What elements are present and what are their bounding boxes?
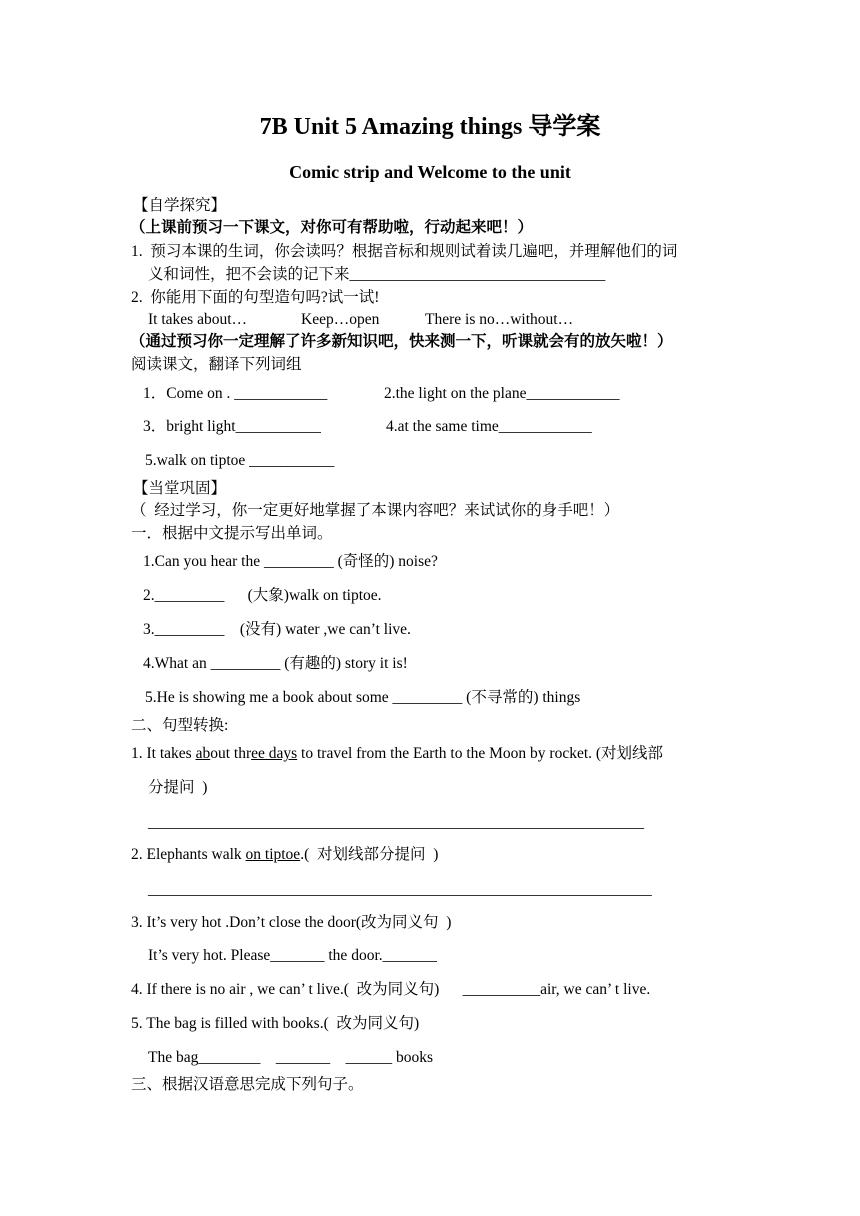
q1-underlined-2: ee days <box>251 745 298 762</box>
phrase-5: 5.walk on tiptoe ___________ <box>145 452 335 469</box>
phrase-2: 2.the light on the plane____________ <box>384 385 620 402</box>
phrase-4: 4.at the same time____________ <box>386 418 592 435</box>
part2-question-1 <box>131 744 663 764</box>
page-subtitle: Comic strip and Welcome to the unit <box>289 162 571 182</box>
part1-item-1: 1.Can you hear the _________ (奇怪的) noise? <box>143 553 438 570</box>
pattern-1: It takes about… <box>148 311 248 328</box>
phrase-3: 3．bright light___________ <box>143 418 321 435</box>
q2-pre: 2. Elephants walk <box>131 846 246 863</box>
q1-post: to travel from the Earth to the Moon by rocket. (对划线部 <box>297 745 664 762</box>
translate-intro: 阅读课文，翻译下列词组 <box>131 356 302 373</box>
part2-question-4: 4. If there is no air , we can’ t live.( 改为同义句) __________air, we can’ t live. <box>131 981 651 998</box>
q2-post: .( 对划线部分提问 ) <box>300 846 439 863</box>
consolidate-intro: （ 经过学习，你一定更好地掌握了本课内容吧？来试试你的身手吧！） <box>131 502 620 519</box>
preview-note: （通过预习你一定理解了许多新知识吧，快来测一下，听课就会有的放矢啦！） <box>130 333 673 350</box>
q2-underlined: on tiptoe <box>245 846 301 863</box>
part1-item-4: 4.What an _________ (有趣的) story it is! <box>143 655 408 672</box>
part1-item-5: 5.He is showing me a book about some _________ (不寻常的) things <box>145 689 581 706</box>
q1-underlined-1: ab <box>195 745 211 762</box>
part1-item-3: 3._________ (没有) water ,we can’t live. <box>143 621 411 638</box>
q5-answer: The bag________ _______ ______ books <box>148 1049 434 1066</box>
phrase-1: 1．Come on . ____________ <box>143 385 328 402</box>
page-title: 7B Unit 5 Amazing things 导学案 <box>259 114 601 140</box>
q2-answer-blank: _________________________________________________________________ <box>148 881 652 898</box>
pattern-3: There is no…without… <box>425 311 574 328</box>
part2-title: 二、句型转换: <box>131 717 229 734</box>
q1-line2: 分提问 ) <box>148 779 208 796</box>
item1-line2: 义和词性，把不会读的记下来_________________________________ <box>148 266 606 283</box>
consolidate-heading: 【当堂巩固】 <box>133 480 227 497</box>
part1-title: 一．根据中文提示写出单词。 <box>131 525 333 542</box>
item1-line1: 1. 预习本课的生词，你会读吗？根据音标和规则试着读几遍吧，并理解他们的词 <box>131 243 678 260</box>
part2-question-5: 5. The bag is filled with books.( 改为同义句) <box>131 1015 420 1032</box>
self-study-intro: （上课前预习一下课文，对你可有帮助啦，行动起来吧！） <box>130 219 534 236</box>
part2-question-2 <box>131 845 438 865</box>
part3-title: 三、根据汉语意思完成下列句子。 <box>131 1076 364 1093</box>
q3-answer: It’s very hot. Please_______ the door._______ <box>148 947 437 964</box>
q1-mid: out thr <box>210 745 252 762</box>
part1-item-2: 2._________ (大象)walk on tiptoe. <box>143 587 382 604</box>
self-study-heading: 【自学探究】 <box>133 197 227 214</box>
pattern-2: Keep…open <box>301 311 380 328</box>
item2: 2. 你能用下面的句型造句吗?试一试! <box>131 289 380 306</box>
q1-pre: 1. It takes <box>131 745 196 762</box>
q1-answer-blank: ________________________________________________________________ <box>148 814 644 831</box>
part2-question-3: 3. It’s very hot .Don’t close the door(改为同义句 ) <box>131 914 452 931</box>
